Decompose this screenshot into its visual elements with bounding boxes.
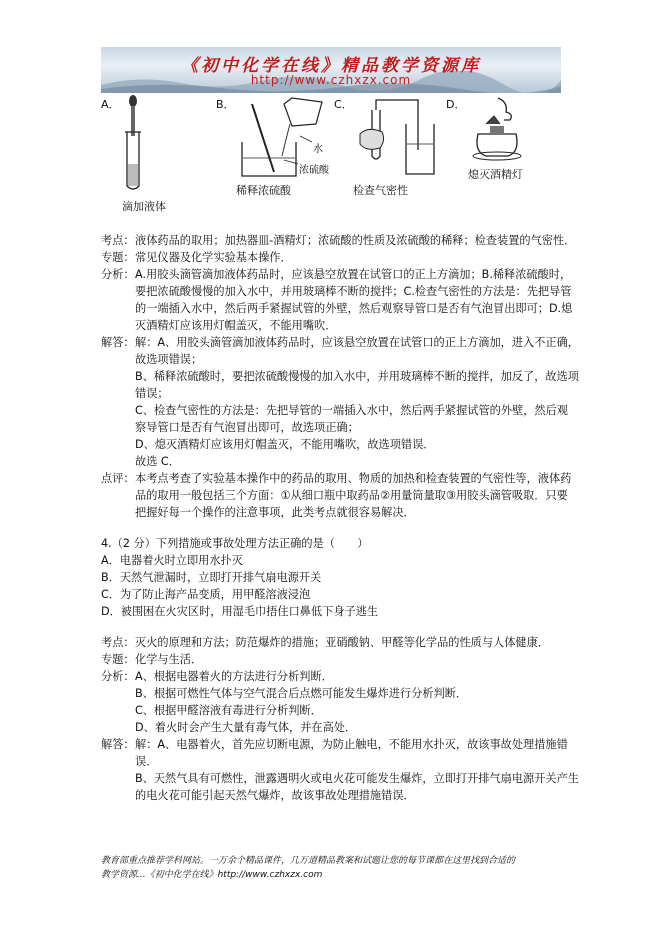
figure-d-caption: 熄灭酒精灯 [468,168,523,181]
document-body [101,232,579,804]
airtightness-check-icon [354,94,444,178]
q4-option-b: B．天然气泄漏时，立即打开排气扇电源开关 [101,571,322,584]
figure-b-caption: 稀释浓硫酸 [236,184,291,197]
q3-fenxi-label: 分析： [101,268,135,281]
q3-kaodian-label: 考点： [101,234,135,247]
q4-fenxi-line-3: C、根据甲醛溶液有毒进行分析判断． [135,704,322,717]
q4-option-c: C．为了防止海产品变质，用甲醛溶液浸泡 [101,588,311,601]
q4-jieda-label: 解答： [101,738,135,751]
q3-zhuanti-row [101,249,579,266]
figure-b-letter: B． [216,98,235,111]
q4-jieda-row [101,736,579,804]
q4-option-a: A．电器着火时立即用水扑灭 [101,554,243,567]
q4-fenxi-line-4: D、着火时会产生大量有毒气体，并在高处． [135,721,357,734]
q4-fenxi-row [101,668,579,736]
q3-fenxi-text: A.用胶头滴管滴加液体药品时，应该悬空放置在试管口的正上方滴加；B.稀释浓硫酸时，要把浓硫酸慢慢的加入水中，并用玻璃棒不断的搅拌；C.检查气密性的方法是：先把导管的一端插入水中，然后两手紧握试管的外壁，然后观察导管口是否有气泡冒出即可；D.熄灭酒精灯应该用灯帽盖灭，不能用嘴吹． [135,268,573,332]
q4-kaodian-row [101,634,579,651]
banner-url[interactable]: http://www.czhxzx.com [250,73,412,87]
q4-fenxi-line-2: B、根据可燃性气体与空气混合后点燃可能发生爆炸进行分析判断． [135,687,468,700]
q3-kaodian-row [101,232,579,249]
footer-line-2[interactable]: 教学资源...《初中化学在线》http://www.czhxzx.com [101,870,323,880]
page-footer [101,854,571,882]
q4-zhuanti-row [101,651,579,668]
header-banner [101,47,561,93]
figure-c-caption: 检查气密性 [353,184,408,197]
q4-jieda-line-2: B、天然气具有可燃性，泄露遇明火或电火花可能发生爆炸，立即打开排气扇电源开关产生的电火花可能引起天然气爆炸，故该事故处理措施错误． [135,772,579,802]
q3-fenxi-row [101,266,579,334]
figure-a-letter: A． [101,98,120,111]
figure-c-letter: C． [334,98,353,111]
q4-jieda-line-1: 解：A、电器着火，首先应切断电源，为防止触电，不能用水扑灭，故该事故处理措施错误． [135,738,568,768]
q4-question [101,535,579,620]
alcohol-lamp-icon [464,94,534,164]
q4-zhuanti-label: 专题： [101,653,135,666]
q4-fenxi-line-1: A、根据电器着火的方法进行分析判断． [135,670,333,683]
experiment-figures [96,94,576,218]
q4-kaodian-text: 灭火的原理和方法；防范爆炸的措施；亚硝酸钠、甲醛等化学品的性质与人体健康． [135,636,549,649]
figure-d-letter: D． [446,98,466,111]
q4-zhuanti-text: 化学与生活． [135,653,203,666]
q3-jieda-row [101,334,579,470]
q3-jieda-line-3: C、检查气密性的方法是：先把导管的一端插入水中，然后两手紧握试管的外壁，然后观察导管口是否有气泡冒出即可，故选项正确； [135,404,568,434]
banner-title: 《初中化学在线》精品教学资源库 [181,56,481,76]
q3-zhuanti-label: 专题： [101,251,135,264]
q3-jieda-line-4: D、熄灭酒精灯应该用灯帽盖灭，不能用嘴吹，故选项错误． [135,438,435,451]
q3-jieda-line-5: 故选 C． [135,455,180,468]
dropper-test-tube-icon [118,94,148,192]
q3-kaodian-text: 液体药品的取用；加热器皿-酒精灯；浓硫酸的性质及浓硫酸的稀释；检查装置的气密性． [135,234,576,247]
q4-kaodian-label: 考点： [101,636,135,649]
q3-jieda-label: 解答： [101,336,135,349]
q4-stem: 4.（2 分）下列措施或事故处理方法正确的是（ ） [101,537,369,550]
q3-dianping-text: 本考点考查了实验基本操作中的药品的取用、物质的加热和检查装置的气密性等，液体药品的取用一般包括三个方面：①从细口瓶中取药品②用量筒量取③用胶头滴管吸取．只要把握好每一个操作的注意事项，此类考点就很容易解决． [135,472,572,519]
q3-zhuanti-text: 常见仪器及化学实验基本操作． [135,251,292,264]
q3-dianping-label: 点评： [101,472,135,485]
q4-option-d: D．被围困在火灾区时，用湿毛巾捂住口鼻低下身子逃生 [101,605,379,618]
q3-jieda-line-2: B、稀释浓硫酸时，要把浓硫酸慢慢的加入水中，并用玻璃棒不断的搅拌，加反了，故选项错误； [135,370,579,400]
q3-dianping-row [101,470,579,521]
figure-b-acid-label: 浓硫酸 [299,165,329,176]
figure-a-caption: 滴加液体 [122,200,166,213]
figure-b-water-label: 水 [313,144,323,155]
footer-line-1: 教育部重点推荐学科网站。一万余个精品课件，几万道精品教案和试题让您的每节课都在这里找到合适的 [101,856,516,866]
q3-jieda-line-1: 解：A、用胶头滴管滴加液体药品时，应该悬空放置在试管口的正上方滴加，进入不正确，故选项错误； [135,336,579,366]
q4-fenxi-label: 分析： [101,670,135,683]
